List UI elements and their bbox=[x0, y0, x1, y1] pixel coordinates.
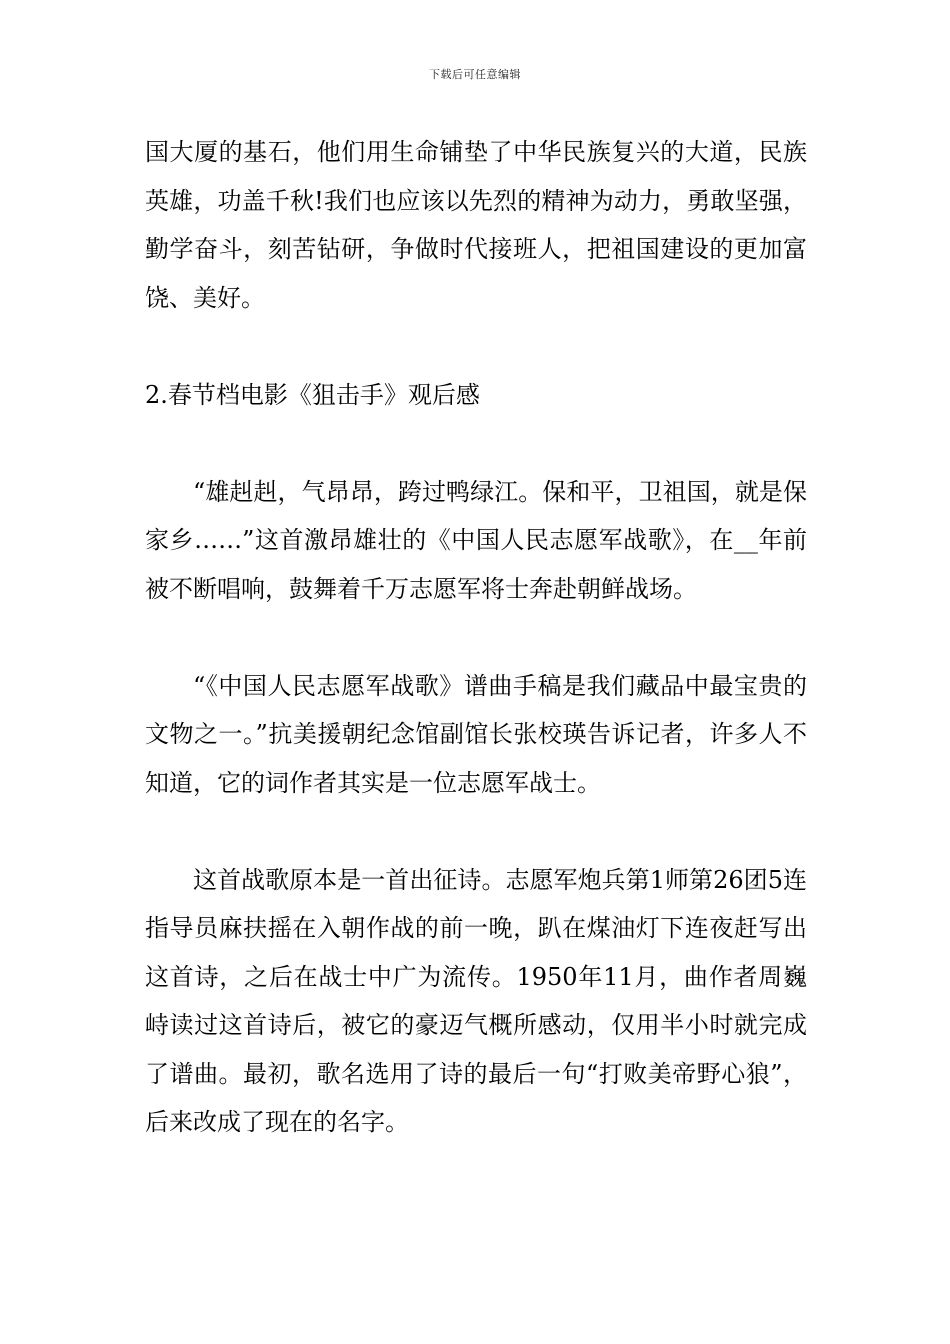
paragraph: “《中国人民志愿军战歌》谱曲手稿是我们藏品中最宝贵的文物之一。”抗美援朝纪念馆副馆长张校瑛告诉记者，许多人不知道，它的词作者其实是一位志愿军战士。 bbox=[145, 671, 807, 797]
paragraph-continuation: 国大厦的基石，他们用生命铺垫了中华民族复兴的大道，民族英雄，功盖千秋!我们也应该以先烈的精神为动力，勇敢坚强，勤学奋斗，刻苦钻研，争做时代接班人，把祖国建设的更加富饶、美好。 bbox=[145, 138, 807, 312]
paragraph: “雄赳赳，气昂昂，跨过鸭绿江。保和平，卫祖国，就是保家乡……”这首激昂雄壮的《中国人民志愿军战歌》，在__年前被不断唱响，鼓舞着千万志愿军将士奔赴朝鲜战场。 bbox=[145, 477, 807, 603]
document-body bbox=[145, 128, 807, 1195]
page-header: 下载后可任意编辑 bbox=[429, 68, 521, 81]
section-heading: 2.春节档电影《狙击手》观后感 bbox=[145, 380, 480, 409]
paragraph: 这首战歌原本是一首出征诗。志愿军炮兵第1师第26团5连指导员麻扶摇在入朝作战的前一晚，趴在煤油灯下连夜赶写出这首诗，之后在战士中广为流传。1950年11月，曲作者周巍峙读过这首诗后，被它的豪迈气概所感动，仅用半小时就完成了谱曲。最初，歌名选用了诗的最后一句“打败美帝野心狼”，后来改成了现在的名字。 bbox=[145, 865, 807, 1136]
